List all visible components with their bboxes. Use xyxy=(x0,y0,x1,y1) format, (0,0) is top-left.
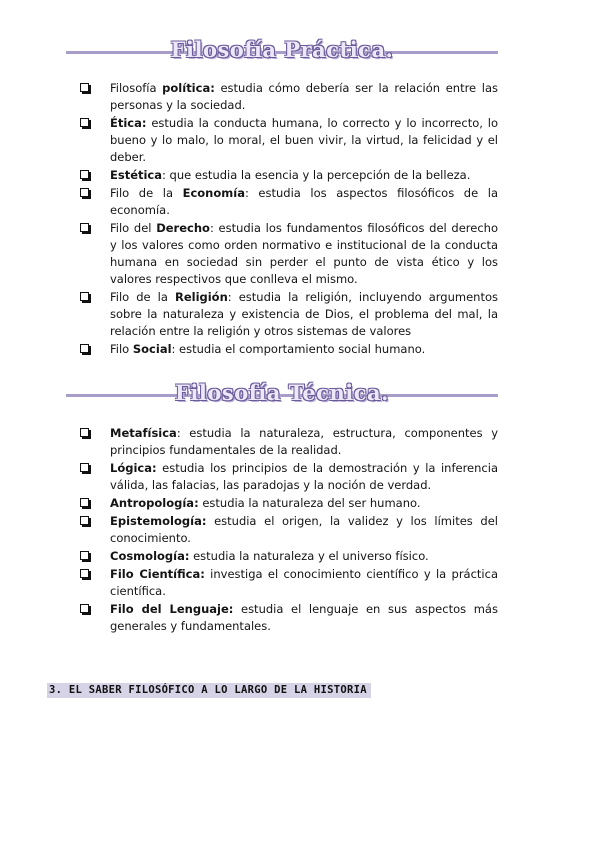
item-description: estudia la conducta humana, lo correcto y lo incorrecto, lo bueno y lo malo, lo moral, el buen vivir, la virtud, la felicidad y el deber. xyxy=(110,116,498,164)
checkbox-bullet-icon xyxy=(80,428,89,437)
item-term: Derecho xyxy=(156,221,210,235)
list-item xyxy=(76,167,498,184)
item-description: investiga el conocimiento científico y la práctica científica. xyxy=(110,567,498,598)
item-prefix: Filo del xyxy=(110,221,157,235)
item-prefix: Filo xyxy=(110,342,133,356)
heading-practica: Filosofía Práctica. xyxy=(170,37,394,62)
item-description: : estudia los fundamentos filosóficos del derecho y los valores como orden normativo e institucional de la conducta humana en sociedad sin perder el punto de vista ético y los valores respectivos que conlleva el mismo. xyxy=(110,221,499,286)
heading-tecnica-block xyxy=(66,380,498,405)
item-description: estudia el origen, la validez y los límites del conocimiento. xyxy=(110,514,498,545)
checkbox-bullet-icon xyxy=(80,83,89,92)
list-item xyxy=(76,495,498,512)
checkbox-bullet-icon xyxy=(80,463,89,472)
list-item xyxy=(76,341,498,358)
checkbox-bullet-icon xyxy=(80,170,89,179)
checkbox-bullet-icon xyxy=(80,516,89,525)
checkbox-bullet-icon xyxy=(80,188,89,197)
list-item xyxy=(76,220,498,288)
item-term: política: xyxy=(162,81,215,95)
list-item xyxy=(76,513,498,547)
item-description: estudia la naturaleza del ser humano. xyxy=(198,496,421,510)
heading-practica-block xyxy=(66,37,498,62)
item-term: Economía xyxy=(182,186,245,200)
item-term: Lógica: xyxy=(110,461,157,475)
checkbox-bullet-icon xyxy=(80,604,89,613)
list-item xyxy=(76,289,498,340)
checkbox-bullet-icon xyxy=(80,344,89,353)
item-prefix: Filo de la xyxy=(110,186,183,200)
checkbox-bullet-icon xyxy=(80,551,89,560)
item-prefix: Filosofía xyxy=(110,81,163,95)
list-item xyxy=(76,548,498,565)
list-practica xyxy=(76,80,498,359)
item-term: Antropología: xyxy=(110,496,199,510)
item-term: Cosmología: xyxy=(110,549,190,563)
item-description: : estudia el comportamiento social humano. xyxy=(171,342,426,356)
heading-tecnica: Filosofía Técnica. xyxy=(175,380,389,405)
item-description: : estudia la naturaleza, estructura, componentes y principios fundamentales de la realidad. xyxy=(110,426,498,457)
item-term: Social xyxy=(132,342,172,356)
list-item xyxy=(76,566,498,600)
list-item xyxy=(76,115,498,166)
list-item xyxy=(76,460,498,494)
checkbox-bullet-icon xyxy=(80,569,89,578)
item-term: Religión xyxy=(174,290,228,304)
section-title: 3. EL SABER FILOSÓFICO A LO LARGO DE LA HISTORIA xyxy=(47,683,371,698)
item-description: : estudia los aspectos filosóficos de la economía. xyxy=(110,186,499,217)
checkbox-bullet-icon xyxy=(80,118,89,127)
item-description: estudia la naturaleza y el universo físico. xyxy=(189,549,429,563)
item-description: estudia los principios de la demostración y la inferencia válida, las falacias, las paradojas y la noción de verdad. xyxy=(110,461,498,492)
item-term: Filo del Lenguaje: xyxy=(110,602,234,616)
list-item xyxy=(76,601,498,635)
list-item xyxy=(76,80,498,114)
checkbox-bullet-icon xyxy=(80,292,89,301)
item-term: Estética xyxy=(110,168,163,182)
item-description: estudia cómo debería ser la relación entre las personas y la sociedad. xyxy=(110,81,498,112)
item-description: : que estudia la esencia y la percepción de la belleza. xyxy=(162,168,471,182)
item-term: Ética: xyxy=(110,116,147,130)
checkbox-bullet-icon xyxy=(80,498,89,507)
item-term: Metafísica xyxy=(110,426,177,440)
checkbox-bullet-icon xyxy=(80,223,89,232)
item-description: estudia el lenguaje en sus aspectos más generales y fundamentales. xyxy=(110,602,498,633)
item-prefix: Filo de la xyxy=(110,290,175,304)
item-term: Filo Científica: xyxy=(110,567,205,581)
list-item xyxy=(76,425,498,459)
list-tecnica xyxy=(76,425,498,636)
item-description: : estudia la religión, incluyendo argumentos sobre la naturaleza y existencia de Dios, el problema del mal, la relación entre la religión y otros sistemas de valores xyxy=(110,290,498,338)
list-item xyxy=(76,185,498,219)
item-term: Epistemología: xyxy=(110,514,207,528)
